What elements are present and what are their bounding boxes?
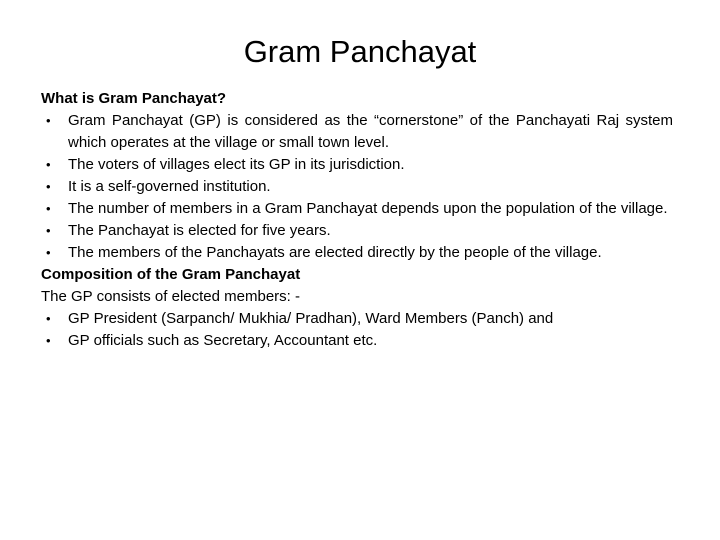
bullet-icon: • [46, 179, 51, 194]
list-item-text: The members of the Panchayats are elected directly by the people of the village. [68, 244, 602, 261]
list-item-text: The voters of villages elect its GP in its jurisdiction. [68, 156, 405, 173]
slide-title: Gram Panchayat [243, 34, 477, 69]
list-item [41, 330, 673, 352]
list-item-text: GP officials such as Secretary, Accountant etc. [68, 332, 378, 349]
section-heading-what-is: What is Gram Panchayat? [41, 90, 227, 107]
list-item [41, 110, 673, 154]
bullet-icon: • [46, 157, 51, 172]
bullet-icon: • [46, 245, 51, 260]
list-item-text: It is a self-governed institution. [68, 178, 271, 195]
bullet-icon: • [46, 333, 51, 348]
list-item [41, 154, 673, 176]
list-item-text: The Panchayat is elected for five years. [68, 222, 331, 239]
list-item [41, 198, 673, 220]
list-item [41, 220, 673, 242]
bullet-icon: • [46, 223, 51, 238]
bullet-icon: • [46, 201, 51, 216]
bullet-icon: • [46, 311, 51, 326]
composition-intro: The GP consists of elected members: - [41, 288, 300, 305]
list-item-text: GP President (Sarpanch/ Mukhia/ Pradhan), Ward Members (Panch) and [68, 310, 554, 327]
slide-content [41, 88, 673, 352]
bullet-list-what-is [41, 110, 673, 264]
list-item-text: Gram Panchayat (GP) is considered as the “cornerstone” of the Panchayati Raj system which operates at the village or small town level. [68, 112, 673, 151]
section-heading-composition: Composition of the Gram Panchayat [41, 266, 301, 283]
list-item-text: The number of members in a Gram Panchayat depends upon the population of the village. [68, 200, 668, 217]
bullet-list-composition [41, 308, 673, 352]
list-item [41, 176, 673, 198]
list-item [41, 308, 673, 330]
bullet-icon: • [46, 113, 51, 128]
list-item [41, 242, 673, 264]
